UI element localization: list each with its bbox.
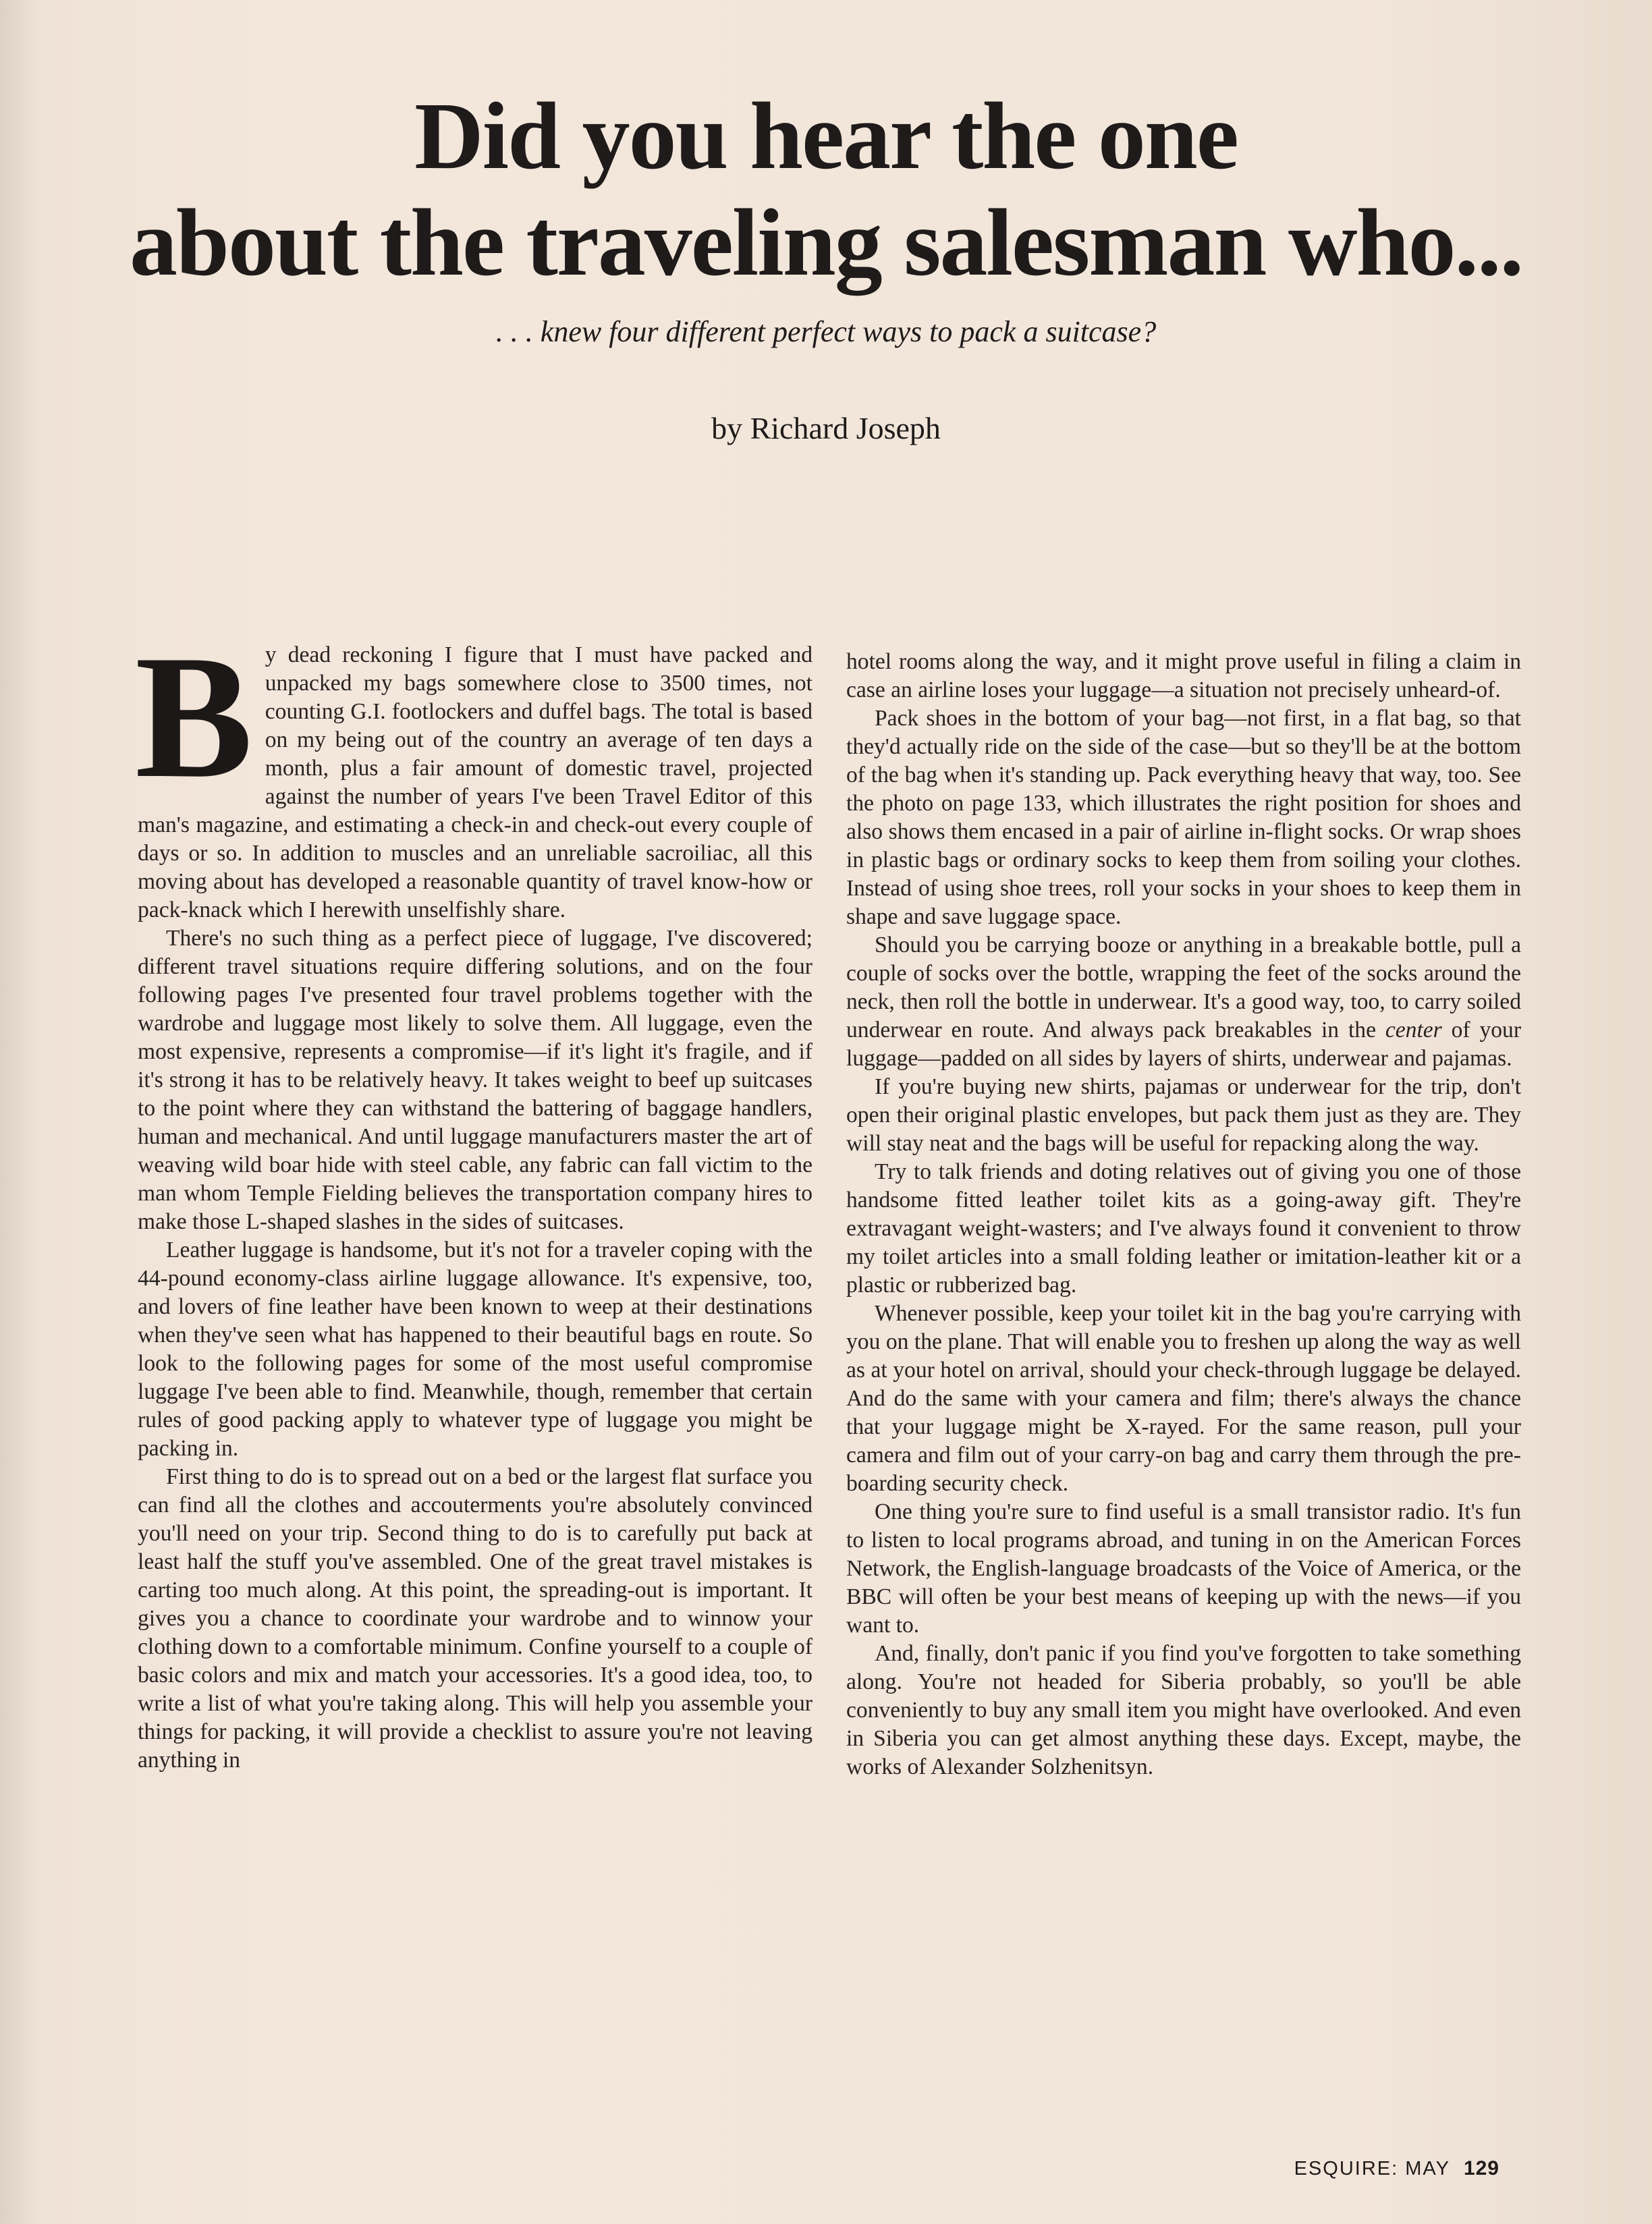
title-line-2: about the traveling salesman who...	[129, 189, 1523, 296]
paragraph: Leather luggage is handsome, but it's not for a traveler coping with the 44-pound economy-class airline luggage allowance. It's expensive, too, and lovers of fine leather have been known to weep at their destinations when they've seen what has happened to their beautiful bags en route. So look to the following pages for some of the most useful compromise luggage I've been able to find. Meanwhile, though, remember that certain rules of good packing apply to whatever type of luggage you might be packing in.	[138, 1238, 813, 1461]
drop-cap: B	[135, 619, 253, 814]
column-right	[846, 648, 1521, 1781]
paragraph: Try to talk friends and doting relatives out of giving you one of those handsome fitted leather toilet kits as a going-away gift. They're extravagant weight-wasters; and I've always found it convenient to throw my toilet articles into a small folding leather or imitation-leather kit or a plastic or rubberized bag.	[846, 1159, 1521, 1298]
paragraph: Whenever possible, keep your toilet kit in the bag you're carrying with you on the plane. That will enable you to freshen up along the way as well as at your hotel on arrival, should your check-through luggage be delayed. And do the same with your camera and film; there's always the chance that your luggage might be X-rayed. For the same reason, pull your camera and film out of your carry-on bag and carry them through the pre-boarding security check.	[846, 1301, 1521, 1496]
column-left	[135, 619, 813, 1775]
paragraph: hotel rooms along the way, and it might prove useful in filing a claim in case an airline loses your luggage—a situation not precisely unheard-of.	[846, 649, 1521, 702]
paragraph: One thing you're sure to find useful is a small transistor radio. It's fun to listen to local programs abroad, and tuning in on the American Forces Network, the English-language broadcasts of the Voice of America, or the BBC will often be your best means of keeping up with the news—if you want to.	[846, 1499, 1521, 1638]
title-line-1: Did you hear the one	[414, 82, 1238, 189]
byline: by Richard Joseph	[711, 411, 941, 445]
paragraph: Pack shoes in the bottom of your bag—not first, in a flat bag, so that they'd actually ride on the side of the case—but so they'll be at the bottom of the bag when it's standing up. Pack everything heavy that way, too. See the photo on page 133, which illustrates the right position for shoes and also shows them encased in a pair of airline in-flight socks. Or wrap shoes in plastic bags or ordinary socks to keep them from soiling your clothes. Instead of using shoe trees, roll your socks in your shoes to keep them in shape and save luggage space.	[846, 706, 1521, 929]
paragraph: There's no such thing as a perfect piece of luggage, I've discovered; different travel situations require differing solutions, and on the four following pages I've presented four travel problems together with the wardrobe and luggage most likely to solve them. All luggage, even the most expensive, represents a compromise—if it's light it's fragile, and if it's strong it has to be relatively heavy. It takes weight to beef up suitcases to the point where they can withstand the battering of baggage handlers, human and mechanical. And until luggage manufacturers master the art of weaving wild boar hide with steel cable, any fabric can fall victim to the man whom Temple Fielding believes the transportation company hires to make those L-shaped slashes in the sides of suitcases.	[138, 926, 813, 1234]
paragraph: First thing to do is to spread out on a bed or the largest flat surface you can find all the clothes and accouterments you're absolutely convinced you'll need on your trip. Second thing to do is to carefully put back at least half the stuff you've assembled. One of the great travel mistakes is carting too much along. At this point, the spreading-out is important. It gives you a chance to coordinate your wardrobe and to winnow your clothing down to a comfortable minimum. Confine yourself to a couple of basic colors and mix and match your accessories. It's a good idea, too, to write a list of what you're taking along. This will help you assemble your things for packing, it will provide a checklist to assure you're not leaving anything in	[138, 1464, 813, 1773]
magazine-issue: ESQUIRE: MAY	[1294, 2158, 1450, 2179]
paragraph	[135, 619, 813, 924]
paragraph-text: y dead reckoning I figure that I must have packed and unpacked my bags somewhere close to 3500 times, not counting G.I. footlockers and duffel bags. The total is based on my being out of the country an average of ten days a month, plus a fair amount of domestic travel, projected against the number of years I've been Travel Editor of this man's magazine, and estimating a check-in and check-out every couple of days or so. In addition to muscles and an unreliable sacroiliac, all this moving about has developed a reasonable quantity of travel know-how or pack-knack which I herewith unselfishly share.	[138, 642, 813, 922]
paragraph: Should you be carrying booze or anything in a breakable bottle, pull a couple of socks over the bottle, wrapping the feet of the socks around the neck, then roll the bottle in underwear. It's a good way, too, to carry soiled underwear en route. And always pack breakables in the center of your luggage—padded on all sides by layers of shirts, underwear and pajamas.	[846, 933, 1521, 1071]
article-subtitle: . . . knew four different perfect ways to pack a suitcase?	[495, 315, 1157, 348]
article-title	[0, 82, 1652, 296]
emphasis: center	[1385, 1018, 1442, 1042]
paragraph: And, finally, don't panic if you find you've forgotten to take something along. You're not headed for Siberia probably, so you'll be able conveniently to buy any small item you might have overlooked. And even in Siberia you can get almost anything these days. Except, maybe, the works of Alexander Solzhenitsyn.	[846, 1641, 1521, 1779]
page-number: 129	[1463, 2157, 1499, 2179]
page-footer	[1294, 2157, 1499, 2180]
paragraph: If you're buying new shirts, pajamas or underwear for the trip, don't open their original plastic envelopes, but pack them just as they are. They will stay neat and the bags will be useful for repacking along the way.	[846, 1074, 1521, 1156]
